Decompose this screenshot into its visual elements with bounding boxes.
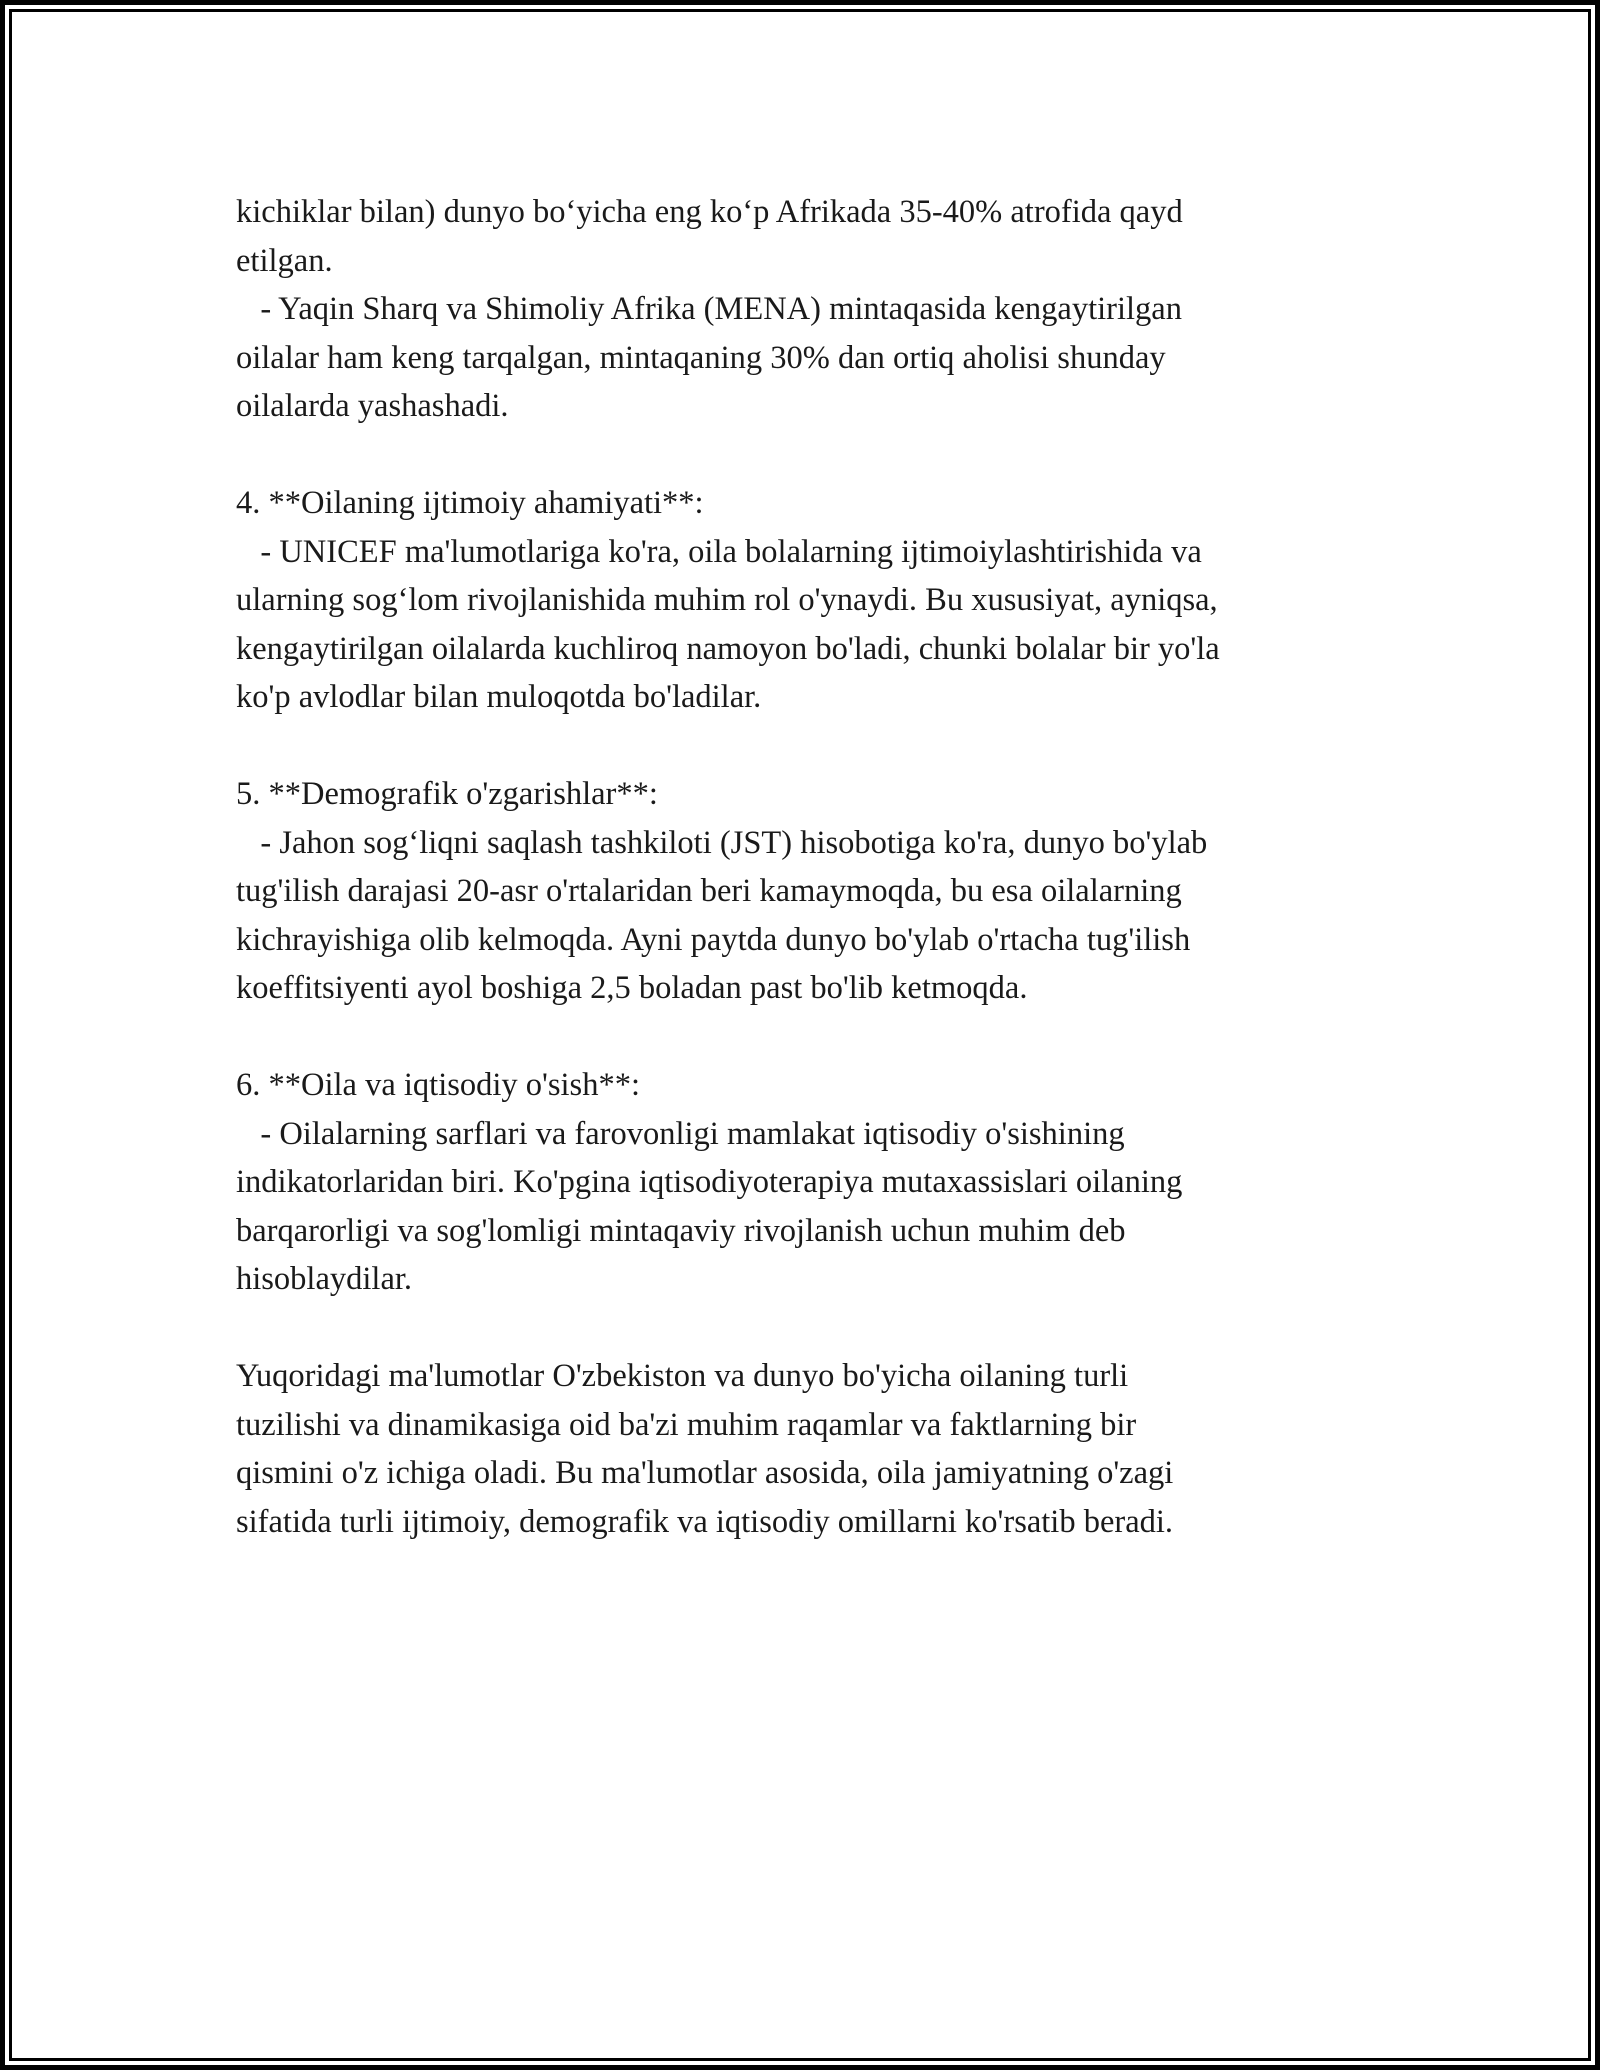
blank-line (236, 1013, 1366, 1062)
text-line: indikatorlaridan biri. Ko'pgina iqtisodiyoterapiya mutaxassislari oilaning (236, 1164, 1183, 1200)
section-heading: 6. **Oila va iqtisodiy o'sish**: (236, 1067, 640, 1103)
text-line: qismini o'z ichiga oladi. Bu ma'lumotlar asosida, oila jamiyatning o'zagi (236, 1455, 1174, 1491)
text-line: kichiklar bilan) dunyo bo‘yicha eng ko‘p Afrikada 35-40% atrofida qayd (236, 194, 1183, 230)
document-body (236, 188, 1366, 1546)
blank-line (236, 722, 1366, 771)
text-line: ularning sog‘lom rivojlanishida muhim rol o'ynaydi. Bu xususiyat, ayniqsa, (236, 582, 1218, 618)
text-line: sifatida turli ijtimoiy, demografik va iqtisodiy omillarni ko'rsatib beradi. (236, 1503, 1174, 1540)
text-line: kichrayishiga olib kelmoqda. Ayni paytda dunyo bo'ylab o'rtacha tug'ilish (236, 921, 1191, 958)
text-line: Yuqoridagi ma'lumotlar O'zbekiston va dunyo bo'yicha oilaning turli (236, 1358, 1129, 1394)
text-line: koeffitsiyenti ayol boshiga 2,5 boladan past bo'lib ketmoqda. (236, 970, 1028, 1006)
text-line: tug'ilish darajasi 20-asr o'rtalaridan beri kamaymoqda, bu esa oilalarning (236, 873, 1182, 909)
blank-line (236, 1304, 1366, 1353)
text-line: tuzilishi va dinamikasiga oid ba'zi muhim raqamlar va faktlarning bir (236, 1406, 1137, 1443)
section-heading: 4. **Oilaning ijtimoiy ahamiyati**: (236, 485, 704, 521)
text-line: barqarorligi va sog'lomligi mintaqaviy rivojlanish uchun muhim deb (236, 1212, 1126, 1249)
section-heading: 5. **Demografik o'zgarishlar**: (236, 776, 658, 812)
text-line: oilalarda yashashadi. (236, 388, 509, 424)
text-line: - UNICEF ma'lumotlariga ko'ra, oila bolalarning ijtimoiylashtirishida va (236, 533, 1202, 570)
text-line: etilgan. (236, 242, 333, 279)
text-line: oilalar ham keng tarqalgan, mintaqaning 30% dan ortiq aholisi shunday (236, 339, 1166, 376)
text-line: - Yaqin Sharq va Shimoliy Afrika (MENA) mintaqasida kengaytirilgan (236, 291, 1182, 327)
text-line: hisoblaydilar. (236, 1261, 413, 1297)
text-line: - Jahon sog‘liqni saqlash tashkiloti (JST) hisobotiga ko'ra, dunyo bo'ylab (236, 824, 1208, 861)
text-line: kengaytirilgan oilalarda kuchliroq namoyon bo'ladi, chunki bolalar bir yo'la (236, 630, 1220, 667)
blank-line (236, 431, 1366, 480)
text-line: ko'p avlodlar bilan muloqotda bo'ladilar. (236, 679, 762, 715)
text-line: - Oilalarning sarflari va farovonligi mamlakat iqtisodiy o'sishining (236, 1115, 1125, 1152)
